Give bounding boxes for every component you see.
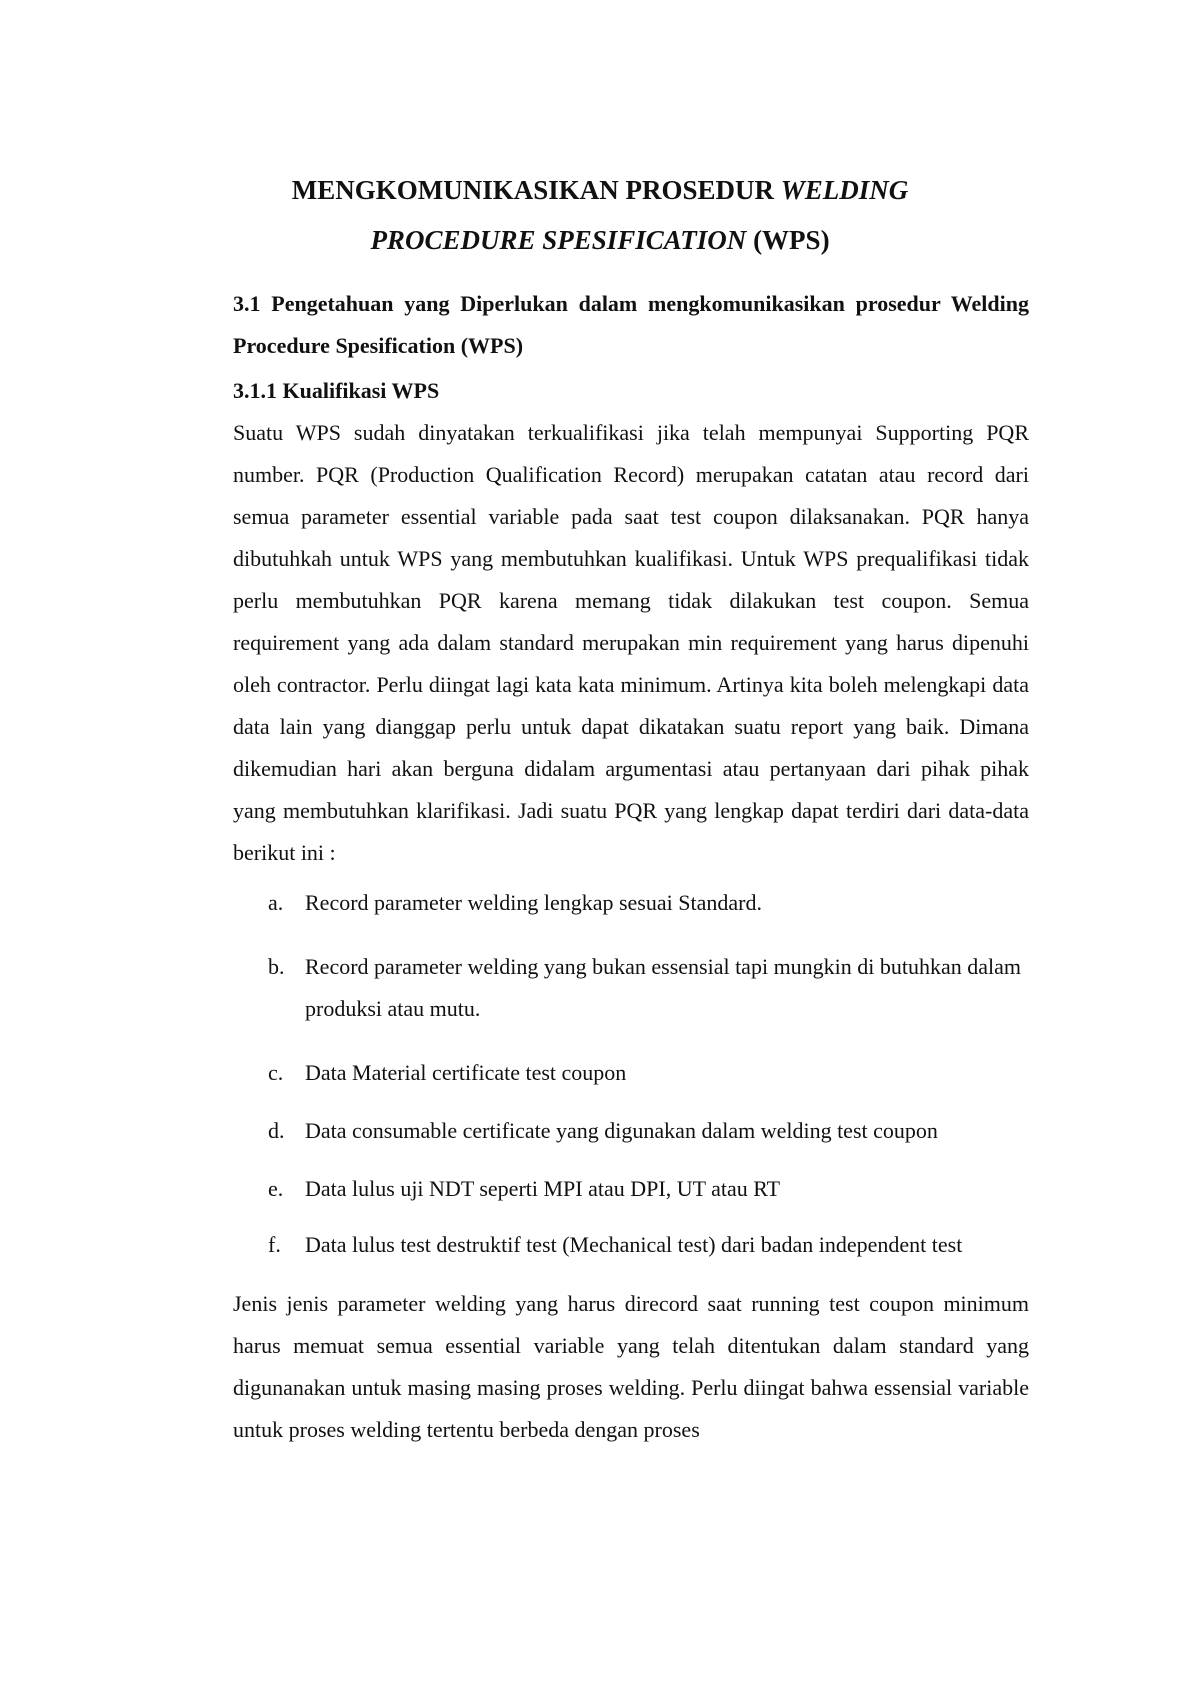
list-marker: d. <box>268 1118 285 1143</box>
list-item <box>268 1110 1029 1152</box>
list-item-text: Data Material certificate test coupon <box>305 1060 627 1085</box>
title-line1-italic: WELDING <box>780 175 909 205</box>
section-heading: 3.1 Pengetahuan yang Diperlukan dalam mengkomunikasikan prosedur Welding Procedure Spesification (WPS) <box>233 291 1029 358</box>
title-line2-regular: (WPS) <box>746 225 830 255</box>
list-marker: a. <box>268 890 284 915</box>
list-marker: f. <box>268 1232 281 1257</box>
list-item <box>268 946 1029 1030</box>
list-marker: e. <box>268 1176 284 1201</box>
list-item <box>268 882 1029 924</box>
list-marker: c. <box>268 1060 284 1085</box>
document-title-line-1 <box>0 174 1200 206</box>
list-item-text: Record parameter welding yang bukan essensial tapi mungkin di butuhkan dalam produksi atau mutu. <box>305 954 1022 1021</box>
list-item-text: Data consumable certificate yang digunakan dalam welding test coupon <box>305 1118 938 1143</box>
title-line1-regular: MENGKOMUNIKASIKAN PROSEDUR <box>291 175 781 205</box>
list-item-text: Record parameter welding lengkap sesuai Standard. <box>305 890 762 915</box>
list-item <box>268 1224 1029 1266</box>
list-marker: b. <box>268 954 285 979</box>
list-item <box>268 1052 1029 1094</box>
body-paragraph-2: Jenis jenis parameter welding yang harus direcord saat running test coupon minimum harus memuat semua essential variable yang telah ditentukan dalam standard yang digunanakan untuk masing masing proses welding. Perlu diingat bahwa essensial variable untuk proses welding tertentu berbeda dengan proses <box>233 1291 1029 1442</box>
list-item-text: Data lulus test destruktif test (Mechanical test) dari badan independent test <box>305 1232 963 1257</box>
subsection-heading: 3.1.1 Kualifikasi WPS <box>233 378 440 403</box>
document-title-line-2 <box>0 224 1200 256</box>
list-item <box>268 1168 1029 1210</box>
list-item-text: Data lulus uji NDT seperti MPI atau DPI, UT atau RT <box>305 1176 781 1201</box>
title-line2-italic: PROCEDURE SPESIFICATION <box>370 225 747 255</box>
body-paragraph-1: Suatu WPS sudah dinyatakan terkualifikasi jika telah mempunyai Supporting PQR number. PQR (Production Qualification Record) merupakan catatan atau record dari semua parameter essential variable pada saat test coupon dilaksanakan. PQR hanya dibutuhkah untuk WPS yang membutuhkan kualifikasi. Untuk WPS prequalifikasi tidak perlu membutuhkan PQR karena memang tidak dilakukan test coupon. Semua requirement yang ada dalam standard merupakan min requirement yang harus dipenuhi oleh contractor. Perlu diingat lagi kata kata minimum. Artinya kita boleh melengkapi data data lain yang dianggap perlu untuk dapat dikatakan suatu report yang baik. Dimana dikemudian hari akan berguna didalam argumentasi atau pertanyaan dari pihak pihak yang membutuhkan klarifikasi. Jadi suatu PQR yang lengkap dapat terdiri dari data-data berikut ini : <box>233 420 1029 865</box>
